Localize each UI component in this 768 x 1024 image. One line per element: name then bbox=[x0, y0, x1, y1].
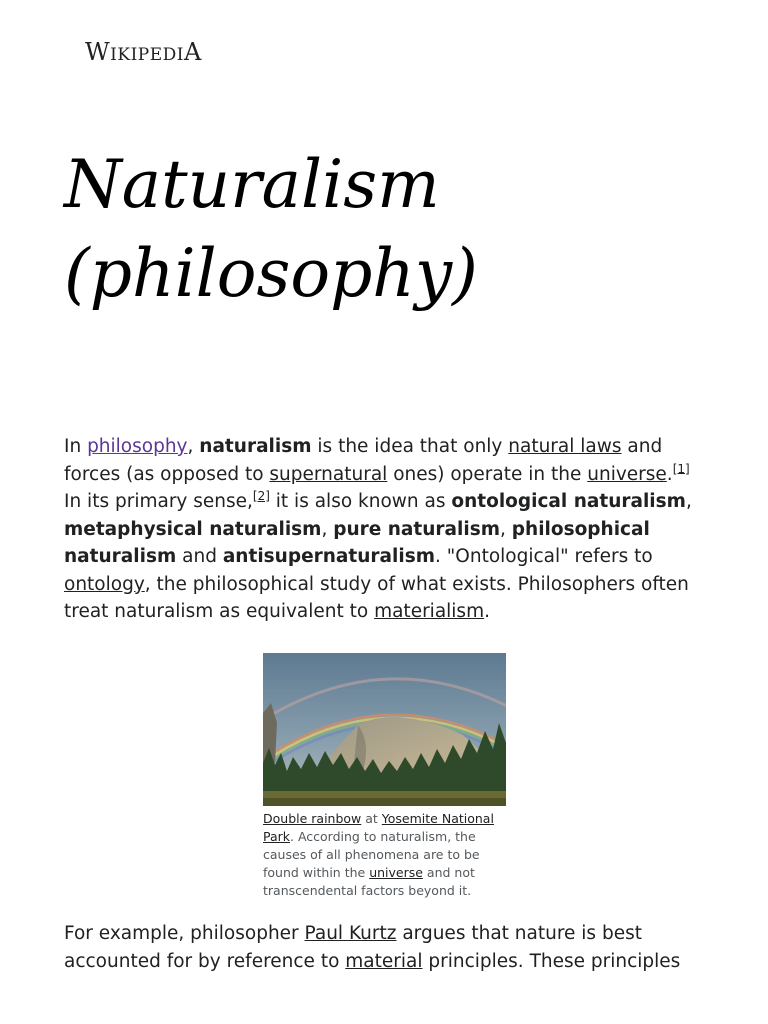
link-material[interactable]: material bbox=[345, 950, 423, 972]
term-naturalism: naturalism bbox=[199, 436, 312, 457]
term-philosophical-naturalism: philosophical naturalism bbox=[64, 518, 650, 567]
second-paragraph: For example, philosopher Paul Kurtz argues that nature is best accounted for by reference to material principles. These principles bbox=[64, 923, 681, 972]
link-double-rainbow[interactable]: Double rainbow bbox=[263, 811, 362, 826]
link-yosemite-national-park[interactable]: Yosemite National Park bbox=[263, 811, 494, 844]
term-pure-naturalism: pure naturalism bbox=[333, 518, 501, 540]
link-ontology[interactable]: ontology bbox=[64, 573, 145, 595]
link-philosophy[interactable]: philosophy bbox=[87, 436, 188, 457]
term-antisupernaturalism: antisupernaturalism bbox=[222, 546, 436, 567]
link-universe[interactable]: universe bbox=[587, 463, 667, 485]
double-rainbow-photo[interactable] bbox=[263, 653, 506, 806]
link-supernatural[interactable]: supernatural bbox=[269, 463, 388, 485]
wikipedia-wordmark[interactable]: WIKIPEDIA bbox=[85, 38, 202, 66]
citation-2[interactable]: [2] bbox=[252, 488, 270, 503]
link-materialism[interactable]: materialism bbox=[374, 601, 485, 622]
figure-double-rainbow bbox=[263, 653, 506, 900]
link-caption-universe[interactable]: universe bbox=[369, 865, 423, 880]
link-natural-laws[interactable]: natural laws bbox=[508, 436, 622, 457]
term-metaphysical-naturalism: metaphysical naturalism bbox=[64, 518, 322, 540]
figure-caption: Double rainbow at Yosemite National Park. According to naturalism, the causes of all phenomena are to be found within the universe and not transcendental factors beyond it. bbox=[263, 811, 494, 898]
intro-paragraph: In philosophy, naturalism is the idea that only natural laws and forces (as opposed to supernatural ones) operate in the universe.[1] In its primary sense,[2] it is also known as ontological naturalism, metaphysical naturalism, pure naturalism, philosophical naturalism and antisupernaturalism. "Ontological" refers to ontology, the philosophical study of what exists. Philosophers often treat naturalism as equivalent to materialism. bbox=[64, 436, 692, 622]
page-title: Naturalism (philosophy) bbox=[64, 146, 478, 312]
term-ontological-naturalism: ontological naturalism bbox=[451, 491, 686, 512]
citation-1[interactable]: [1] bbox=[672, 461, 690, 476]
link-paul-kurtz[interactable]: Paul Kurtz bbox=[304, 923, 397, 944]
